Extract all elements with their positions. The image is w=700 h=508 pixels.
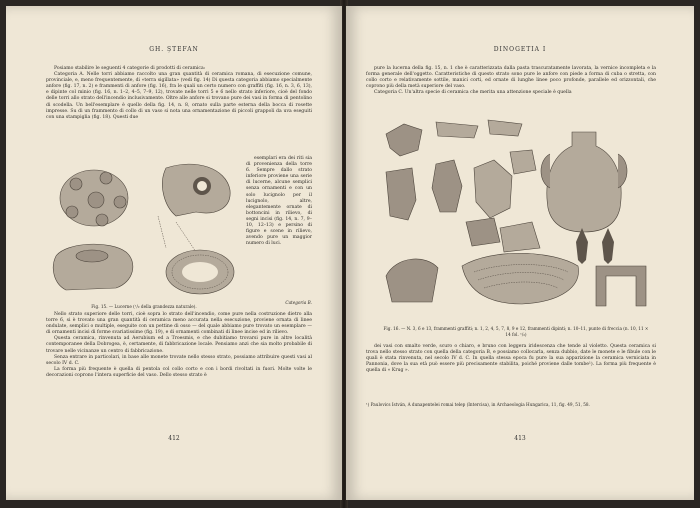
left-page-number: 412 (168, 435, 180, 442)
paragraph: Nello strato superiore delle torri, cioè sopra lo strato dell'incendio, come pure nella costruzione dietro alla torre 6, si è trovato una gran quantità di ceramica meno accurata nella esecuzione, proviene ornata di linee ondulate, semplici o multiple, eseguite con un pettine di osso — del quale abbiamo pure trovato un esemplare — di ornamenti incisi di forme svariatissime (fig. 19), e di ornamenti combinati di linee incise ed in rilievo. (46, 312, 312, 336)
sherd-3 (488, 120, 522, 136)
right-page (346, 6, 694, 500)
paragraph: Senza entrare in particolari, in base alle monete trovate nello stesso strato, possiamo attribuire questi vasi al secolo IV d. C. (46, 354, 312, 366)
sherd-2 (436, 122, 478, 138)
paragraph: Categoria C. Un'altra specie di ceramica che merita una attenzione speciale è quella (374, 90, 572, 96)
figure-16-caption: Fig. 16. — N. 3, 6 e 13, frammenti graffiti; n. 1, 2, 4, 5, 7, 8, 9 e 12, frammenti dipinti; n. 10–11, punte di freccia (n. 10, 11 × 14 fol. ¹/₂) (383, 326, 649, 337)
paragraph: pure la lucerna della fig. 15, n. 1 che è caratterizzata dalla pasta trascuratamente lavorata, la vernice incompleta e la forma generale dell'oggetto. Caratteristiche di questo strato sono pure le anfore con piede a forma di cuba o stretta, con collo corto e relativamente sottile, manici corti, ed ornate di lunghe linee poco profonde, parallele ed orizzontali, che coprono più della metà superiore del vaso. (366, 66, 656, 90)
sherd-12 (386, 259, 438, 302)
lamp-multi-nozzle (60, 170, 128, 226)
paragraph: Categoria A. Nelle torri abbiamo raccolto una gran quantità di ceramica romana, di esecuzione comune, provinciale, e, meno frequentemente, di «terra sigillata» (vedi fig. 14) Di questa categoria abbiamo specialmente anfore (fig. 17, n. 2) e frammenti di anfore (fig. 16), fra le quali un certo numero con graffiti (fig. 16, n. 3, 6, 13), e dipinte col minio (fig. 16, n. 1–2, 4–5, 7–9, 12), trovate nelle torri 5 e 6 nello strato inferiore, cioè del fondo delle torri allo strato dell'incendio inclusivamente. Oltre alle anfore si trovano pure dei vasi in forma di pentolino di scodella. Un bell'esemplare è quello della fig. 14, n. 8, ornato sulla parte esterna della bocca di rosette impresse. Su di un frammento di collo di un vaso si nota una ornamentazione di piccoli grappoli da uva eseguiti con una stampiglia (fig. 18). Questi due (46, 72, 312, 120)
sherd-5 (432, 160, 462, 212)
left-text-right-column (246, 156, 312, 247)
left-page (6, 6, 342, 500)
lamp-decorated-ring (166, 250, 234, 294)
right-text-bottom (366, 344, 656, 374)
paragraph: esemplari era dei riti sia di provenienza della torre 6. Sempre dallo strato inferiore proviene una serie di lucerne, alcune semplici senza ornamenti e con un solo lucignolo per il lucignolo, altre, elegantemente ornate di bottoncini in rilievo, di segni incisi (fig. 14, n. 7, 9–10, 12–13) e persino di figure e scene in rilievo, avendo pure un maggior numero di luci. (246, 156, 312, 247)
sherd-4 (386, 168, 416, 220)
left-text-top (46, 66, 312, 121)
arrowhead-11 (602, 228, 614, 264)
paragraph: dei vasi con smalto verde, scuro o chiaro, e bruno con leggera iridescenza che tende al violetto. Questa ceramica si trova nello stesso strato con quella della categoria B, e possiamo collocarla, senza dubbio, date le monete e le fibule con le quali è stata rinvenuta, nel secolo IV d. C. In quella stessa epoca fu pure la sua apparizione la ceramica verniciata in Pannonia, dove la sua età può essere più precisamente stabilita, poiché proviene dalle tombe¹). La forma più frequente è quella di « Krug ». (366, 344, 656, 374)
right-running-head: DINOGETIA I (493, 46, 547, 53)
sherd-7 (510, 150, 536, 174)
paragraph: Posiamo stabilire le seguenti 4 categorie di prodotti di ceramica: (54, 66, 206, 71)
lamp-plain (53, 244, 133, 290)
right-page-number: 413 (514, 435, 526, 442)
lamp-ornate-fragment (158, 164, 230, 252)
sherd-13-ribbed (462, 253, 579, 304)
figure-16-fragments (382, 116, 650, 326)
left-running-head: GH. ȘTEFAN (149, 46, 199, 53)
sherd-8 (466, 218, 500, 246)
left-text-bottom (46, 312, 312, 379)
arrowhead-10 (576, 228, 588, 264)
figure-15-caption: Fig. 15. — Lucerne (¹/₂ della grandezza naturale). (91, 304, 197, 309)
paragraph: Questa ceramica, rinvenuta ad Aerubium ed a Troesmis, e che dubitiamo trovarsi pure in altre località contemporanee della Dobrogea, è, certamente, di fabbricazione locale. Pensiamo anzi che sia molto probabile di trovare nelle vicinanze un centro di fabbricazione. (46, 336, 312, 354)
category-b-heading: Categoria B. (285, 300, 312, 305)
sherd-9 (500, 222, 540, 252)
figure-15-lamps (46, 156, 242, 304)
right-text-top (366, 66, 656, 96)
sherd-1 (386, 124, 422, 156)
paragraph: La forma più frequente è quella di pentola col collo corto e con i bordi rivoltati in fuori. Molte volte le decorazioni coprono l'intera superficie del vaso. Dello stesso strato è (46, 366, 312, 378)
amphora (541, 132, 627, 232)
bronze-fitting (596, 266, 646, 306)
footnote: ¹) Paulovics István, A dunapentelei romai telep (Intercisa), in Archaeologia Hungarica, 11, fig. 49, 51, 58. (366, 402, 590, 407)
sherd-6 (474, 160, 512, 218)
